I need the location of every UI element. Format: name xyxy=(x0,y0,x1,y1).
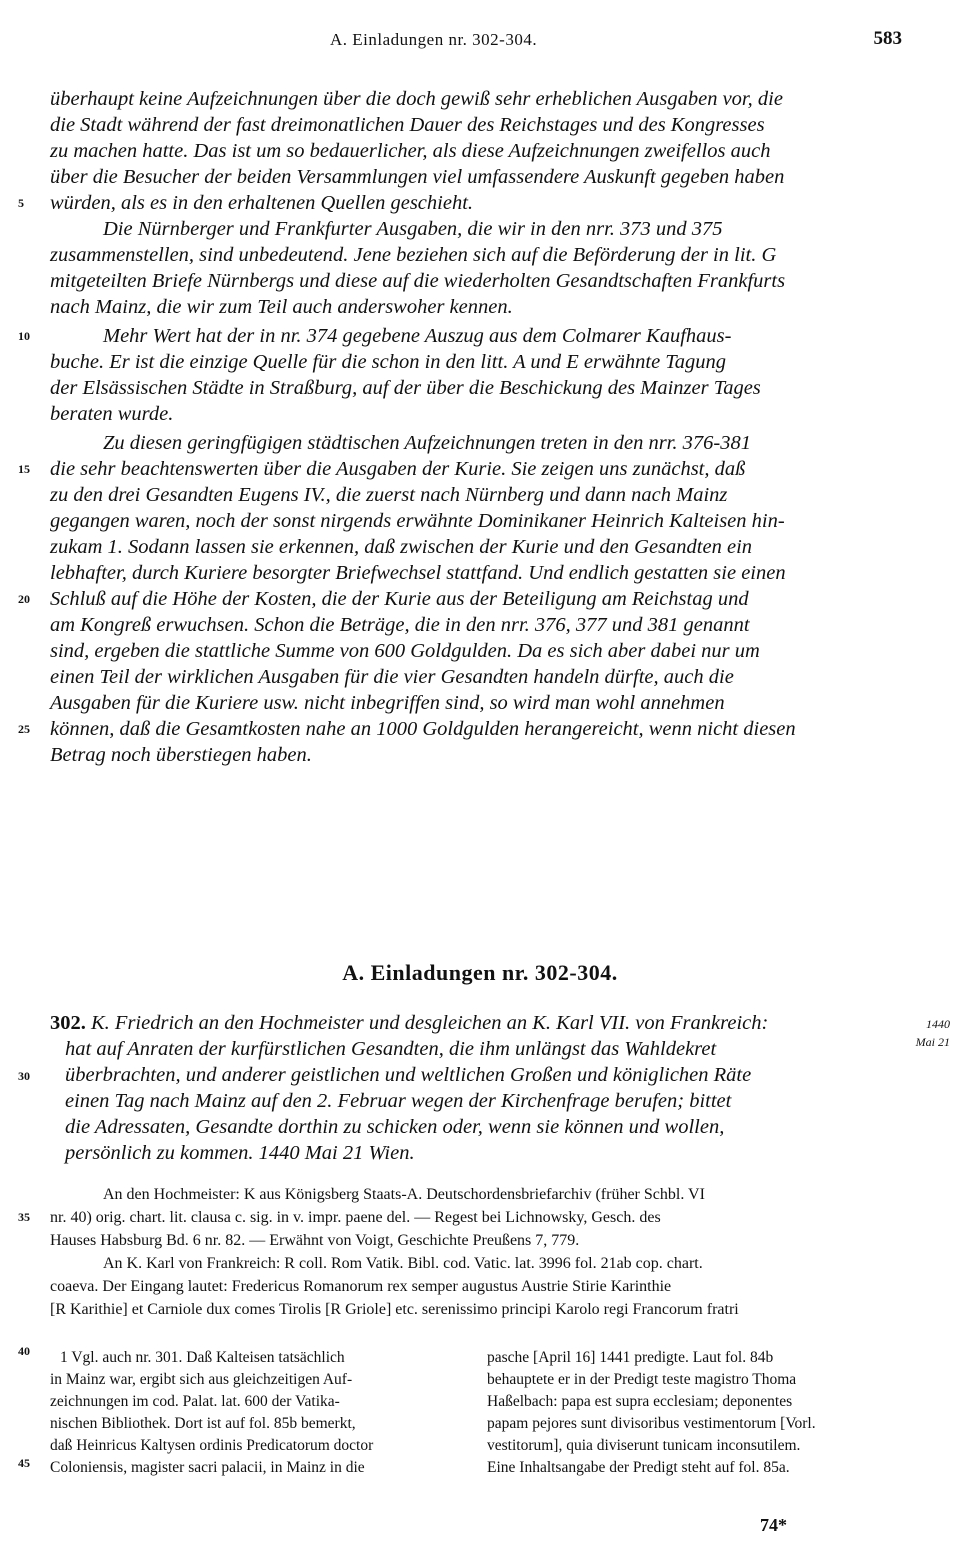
doc-first-line xyxy=(50,1011,768,1037)
line-number: 5 xyxy=(18,196,24,210)
line-number: 10 xyxy=(18,329,30,343)
doc-line: die Adressaten, Gesandte dorthin zu schicken oder, wenn sie können und wollen, xyxy=(65,1116,725,1138)
footnote-line: zeichnungen im cod. Palat. lat. 600 der Vatika- xyxy=(50,1393,340,1410)
text-line: nach Mainz, die wir zum Teil auch anderswoher kennen. xyxy=(50,296,513,318)
source-line: An K. Karl von Frankreich: R coll. Rom Vatik. Bibl. cod. Vatic. lat. 3996 fol. 21ab cop. chart. xyxy=(103,1255,703,1272)
footnote-line: nischen Bibliothek. Dort ist auf fol. 85b bemerkt, xyxy=(50,1415,356,1432)
text-line: beraten wurde. xyxy=(50,403,174,425)
text-line: buche. Er ist die einzige Quelle für die schon in den litt. A und E erwähnte Tagung xyxy=(50,351,727,373)
footnote-line: behauptete er in der Predigt teste magistro Thoma xyxy=(487,1371,797,1388)
running-head: A. Einladungen nr. 302-304. xyxy=(330,30,538,49)
footnote-line: Haßelbach: papa est supra ecclesiam; deponentes xyxy=(487,1393,793,1410)
text-line: der Elsässischen Städte in Straßburg, auf der über die Beschickung des Mainzer Tages xyxy=(50,377,761,399)
text-line: lebhafter, durch Kuriere besorgter Briefwechsel stattfand. Und endlich gestatten sie einen xyxy=(50,562,786,584)
text-line: würden, als es in den erhaltenen Quellen geschieht. xyxy=(50,192,474,214)
footnote-line: 1 Vgl. auch nr. 301. Daß Kalteisen tatsächlich xyxy=(60,1349,345,1366)
source-line: coaeva. Der Eingang lautet: Fredericus Romanorum rex semper augustus Austrie Stirie Karinthie xyxy=(50,1278,672,1295)
margin-date-year: 1440 xyxy=(926,1017,950,1031)
line-number: 45 xyxy=(18,1456,30,1470)
text-line: gegangen waren, noch der sonst nirgends erwähnte Dominikaner Heinrich Kalteisen hin- xyxy=(50,510,785,532)
text-line: Die Nürnberger und Frankfurter Ausgaben, die wir in den nrr. 373 und 375 xyxy=(103,218,723,240)
text-line: Betrag noch überstiegen haben. xyxy=(50,744,312,766)
source-line: An den Hochmeister: K aus Königsberg Staats-A. Deutschordensbriefarchiv (früher Schbl. VI xyxy=(103,1186,705,1203)
text-line: können, daß die Gesamtkosten nahe an 1000 Goldgulden herangereicht, wenn nicht diesen xyxy=(50,718,796,740)
text-line: Zu diesen geringfügigen städtischen Aufzeichnungen treten in den nrr. 376-381 xyxy=(103,432,751,454)
text-line: zu machen hatte. Das ist um so bedauerlicher, als diese Aufzeichnungen zweifellos auch xyxy=(50,140,771,162)
source-line: Hauses Habsburg Bd. 6 nr. 82. — Erwähnt von Voigt, Geschichte Preußens 7, 779. xyxy=(50,1232,580,1249)
text-line: Schluß auf die Höhe der Kosten, die der Kurie aus der Beteiligung am Reichstag und xyxy=(50,588,749,610)
text-line: zu den drei Gesandten Eugens IV., die zuerst nach Nürnberg und dann nach Mainz xyxy=(50,484,728,506)
source-line: [R Karithie] et Carniole dux comes Tirolis [R Griole] etc. serenissimo principi Karolo regi Francorum fratri xyxy=(50,1301,739,1318)
line-number: 30 xyxy=(18,1069,30,1083)
text-line: zusammenstellen, sind unbedeutend. Jene beziehen sich auf die Beförderung der in lit. G xyxy=(50,244,777,266)
text-line: Ausgaben für die Kuriere usw. nicht inbegriffen sind, so wird man wohl annehmen xyxy=(50,692,725,714)
footnote-line: vestitorum], quia diviserunt tunicam inconsutilem. xyxy=(487,1437,801,1454)
footnote-line: in Mainz war, ergibt sich aus gleichzeitigen Auf- xyxy=(50,1371,353,1388)
footnote-line: Coloniensis, magister sacri palacii, in Mainz in die xyxy=(50,1459,365,1476)
section-title: A. Einladungen nr. 302-304. xyxy=(342,960,618,985)
source-line: nr. 40) orig. chart. lit. clausa c. sig. in v. impr. paene del. — Regest bei Lichnowsky, Gesch. des xyxy=(50,1209,661,1226)
margin-date-day: Mai 21 xyxy=(915,1035,950,1049)
line-number: 25 xyxy=(18,722,30,736)
signature-mark: 74* xyxy=(760,1515,787,1535)
footnote-line: papam pejores sunt divisoribus vestimentorum [Vorl. xyxy=(487,1415,816,1432)
text-line: sind, ergeben die stattliche Summe von 600 Goldgulden. Da es sich aber dabei nur um xyxy=(50,640,760,662)
doc-line: einen Tag nach Mainz auf den 2. Februar wegen der Kirchenfrage berufen; bittet xyxy=(65,1090,732,1112)
text-line: die sehr beachtenswerten über die Ausgaben der Kurie. Sie zeigen uns zunächst, daß xyxy=(50,458,746,480)
text-line: überhaupt keine Aufzeichnungen über die doch gewiß sehr erheblichen Ausgaben vor, die xyxy=(50,88,783,110)
text-line: Mehr Wert hat der in nr. 374 gegebene Auszug aus dem Colmarer Kaufhaus- xyxy=(103,325,732,347)
page-number: 583 xyxy=(873,28,902,49)
footnote-line: pasche [April 16] 1441 predigte. Laut fol. 84b xyxy=(487,1349,774,1366)
text-line: einen Teil der wirklichen Ausgaben für die vier Gesandten handeln dürfte, auch die xyxy=(50,666,734,688)
footnote-line: daß Heinricus Kaltysen ordinis Predicatorum doctor xyxy=(50,1437,374,1454)
text-line: mitgeteilten Briefe Nürnbergs und diese auf die wiederholten Gesandtschaften Frankfurts xyxy=(50,270,786,292)
doc-line: persönlich zu kommen. 1440 Mai 21 Wien. xyxy=(65,1142,415,1164)
text-line: über die Besucher der beiden Versammlungen viel umfassendere Auskunft gegeben haben xyxy=(50,166,785,188)
footnote-line: Eine Inhaltsangabe der Predigt steht auf fol. 85a. xyxy=(487,1459,790,1476)
doc-number: 302. xyxy=(50,1012,86,1034)
text-line: zukam 1. Sodann lassen sie erkennen, daß zwischen der Kurie und den Gesandten ein xyxy=(50,536,753,558)
line-number: 35 xyxy=(18,1210,30,1224)
line-number: 15 xyxy=(18,462,30,476)
line-number: 20 xyxy=(18,592,30,606)
doc-line: K. Friedrich an den Hochmeister und desgleichen an K. Karl VII. von Frankreich: xyxy=(91,1012,769,1034)
doc-line: überbrachten, und anderer geistlichen und weltlichen Großen und königlichen Räte xyxy=(65,1064,752,1086)
text-line: die Stadt während der fast dreimonatlichen Dauer des Reichstages und des Kongresses xyxy=(50,114,765,136)
doc-line: hat auf Anraten der kurfürstlichen Gesandten, die ihm unlängst das Wahldekret xyxy=(65,1038,717,1060)
line-number: 40 xyxy=(18,1344,30,1358)
text-line: am Kongreß erwuchsen. Schon die Beträge, die in den nrr. 376, 377 und 381 genannt xyxy=(50,614,750,636)
